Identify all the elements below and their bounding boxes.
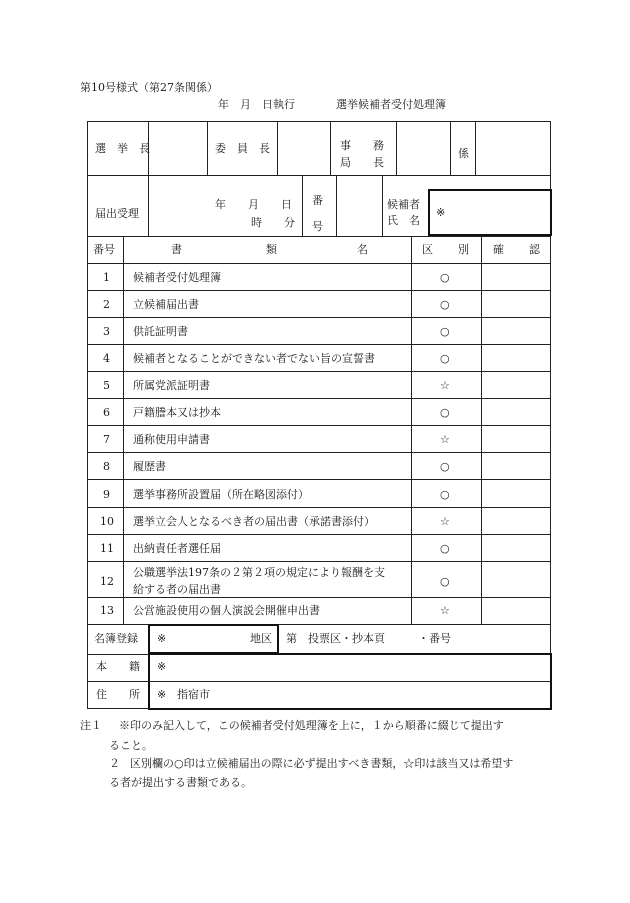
row-category-mark: ○ bbox=[440, 406, 450, 419]
row-divider bbox=[87, 507, 550, 508]
form-id: 第10号様式（第27条関係） bbox=[80, 81, 218, 94]
row-no: 2 bbox=[103, 298, 110, 311]
row-doc-name: 通称使用申請書 bbox=[133, 433, 210, 446]
execution-date: 年 月 日執行 bbox=[218, 98, 295, 111]
divider bbox=[450, 121, 451, 175]
row-doc-name: 選挙事務所設置届（所在略図添付） bbox=[133, 488, 309, 501]
row-no: 3 bbox=[103, 325, 110, 338]
address-mark: ※ bbox=[157, 688, 167, 701]
row-divider bbox=[87, 452, 550, 453]
row-category-mark: ○ bbox=[440, 271, 450, 284]
secretary-label-line2: 局 長 bbox=[340, 156, 384, 169]
row-no: 9 bbox=[103, 488, 110, 501]
note-2-label: ２ bbox=[109, 757, 120, 770]
address-label: 住 所 bbox=[96, 688, 140, 701]
number-label-line2: 号 bbox=[312, 220, 323, 233]
candidate-mark: ※ bbox=[436, 206, 446, 219]
member-label: 委 員 長 bbox=[215, 141, 270, 155]
row-no: 8 bbox=[103, 460, 110, 473]
row-divider bbox=[87, 263, 550, 264]
row-doc-name: 立候補届出書 bbox=[133, 298, 199, 311]
header-category-2: 別 bbox=[458, 243, 469, 256]
row-confirm-cell[interactable] bbox=[482, 318, 549, 344]
row-divider bbox=[87, 479, 550, 480]
row-divider bbox=[87, 561, 550, 562]
registry-precinct: 第 投票区・抄本頁 ・番号 bbox=[286, 632, 451, 645]
row-confirm-cell[interactable] bbox=[482, 453, 549, 479]
row-divider bbox=[87, 425, 550, 426]
row-no: 12 bbox=[100, 575, 114, 588]
row-no: 7 bbox=[103, 433, 110, 446]
row-no: 5 bbox=[103, 379, 110, 392]
row-no: 4 bbox=[103, 352, 110, 365]
row-doc-name: 公営施設使用の個人演説会開催申出書 bbox=[133, 604, 320, 617]
no-column-line bbox=[123, 236, 124, 624]
row-no: 1 bbox=[103, 271, 110, 284]
candidate-name-box[interactable] bbox=[428, 189, 552, 236]
row-category-mark: ○ bbox=[440, 298, 450, 311]
row-category-mark: ○ bbox=[440, 542, 450, 555]
divider bbox=[302, 175, 303, 236]
secretary-label-line1: 事 務 bbox=[340, 139, 384, 152]
row-category-mark: ○ bbox=[440, 488, 450, 501]
candidate-label-line1: 候補者 bbox=[387, 198, 420, 211]
row-confirm-cell[interactable] bbox=[482, 264, 549, 290]
header-confirm-2: 認 bbox=[529, 243, 540, 256]
clerk-label: 係 bbox=[458, 147, 469, 160]
note-2-line-1: 区別欄の○印は立候補届出の際に必ず提出すべき書類，☆印は該当又は希望す bbox=[130, 757, 514, 770]
row-no: 13 bbox=[100, 604, 114, 617]
domicile-mark[interactable]: ※ bbox=[157, 660, 167, 673]
row-no: 10 bbox=[100, 515, 114, 528]
row-no: 6 bbox=[103, 406, 110, 419]
clerk-seal-box[interactable] bbox=[476, 122, 549, 174]
header-doc-2: 類 bbox=[266, 243, 277, 256]
row-doc-name: 供託証明書 bbox=[133, 325, 188, 338]
row-doc-name: 出納責任者選任届 bbox=[133, 542, 221, 555]
header-no: 番号 bbox=[93, 243, 115, 256]
row-doc-name: 候補者受付処理簿 bbox=[133, 271, 221, 284]
row-doc-name: 履歴書 bbox=[133, 460, 166, 473]
header-category-1: 区 bbox=[422, 243, 433, 256]
row-category-mark: ○ bbox=[440, 352, 450, 365]
row-divider bbox=[87, 317, 550, 318]
reception-date[interactable]: 年 月 日 bbox=[215, 198, 292, 211]
table-left-border bbox=[87, 121, 88, 709]
row-category-mark: ○ bbox=[440, 460, 450, 473]
table-right-border-top bbox=[550, 121, 551, 190]
registry-district: 地区 bbox=[250, 632, 272, 645]
row-divider bbox=[87, 371, 550, 372]
domicile-label: 本 籍 bbox=[96, 660, 140, 673]
header-doc-3: 名 bbox=[357, 243, 368, 256]
candidate-label-line2: 氏 名 bbox=[387, 214, 420, 227]
row-divider bbox=[87, 597, 550, 598]
registry-label: 名簿登録 bbox=[94, 632, 138, 645]
row-no: 11 bbox=[100, 542, 114, 555]
number-field[interactable] bbox=[337, 176, 381, 235]
divider bbox=[330, 121, 331, 175]
row-divider bbox=[87, 290, 550, 291]
registry-mark: ※ bbox=[157, 632, 167, 645]
row-divider bbox=[87, 654, 149, 655]
row-divider bbox=[87, 398, 550, 399]
member-seal-box[interactable] bbox=[278, 122, 329, 174]
note-1-label: 注１ bbox=[80, 719, 102, 732]
reception-label: 届出受理 bbox=[95, 207, 139, 220]
reception-time[interactable]: 時 分 bbox=[251, 216, 295, 229]
header-confirm-1: 確 bbox=[493, 243, 504, 256]
row-confirm-cell[interactable] bbox=[482, 535, 549, 561]
row-confirm-cell[interactable] bbox=[482, 426, 549, 452]
table-right-border-middle bbox=[550, 236, 551, 624]
form-title: 選挙候補者受付処理簿 bbox=[336, 98, 446, 111]
row-doc-name-line2: 給する者の届出書 bbox=[133, 583, 221, 596]
row-divider bbox=[87, 344, 550, 345]
row-doc-name: 選挙立会人となるべき者の届出書（承諾書添付） bbox=[133, 515, 375, 528]
row-category-mark: ☆ bbox=[440, 433, 450, 446]
row-confirm-cell[interactable] bbox=[482, 345, 549, 371]
table-bottom-border bbox=[87, 708, 149, 709]
row-category-mark: ○ bbox=[440, 575, 450, 588]
row-category-mark: ○ bbox=[440, 325, 450, 338]
row-doc-name: 所属党派証明書 bbox=[133, 379, 210, 392]
row-confirm-cell[interactable] bbox=[482, 598, 549, 623]
divider bbox=[382, 175, 383, 236]
secretary-seal-box[interactable] bbox=[397, 122, 449, 174]
row-confirm-cell[interactable] bbox=[482, 508, 549, 534]
row-doc-name: 戸籍謄本又は抄本 bbox=[133, 406, 221, 419]
number-label-line1: 番 bbox=[312, 194, 323, 207]
row-divider bbox=[87, 534, 550, 535]
row-confirm-cell[interactable] bbox=[482, 562, 549, 597]
table-right-border-bottom bbox=[550, 624, 551, 654]
row-confirm-cell[interactable] bbox=[482, 399, 549, 425]
note-1-line-2: ること。 bbox=[109, 739, 153, 752]
chairman-label: 選 挙 長 bbox=[95, 141, 150, 155]
row-confirm-cell[interactable] bbox=[482, 372, 549, 398]
row-confirm-cell[interactable] bbox=[482, 291, 549, 317]
divider bbox=[207, 121, 208, 175]
row-doc-name: 候補者となることができない者でない旨の宣誓書 bbox=[133, 352, 375, 365]
row-divider bbox=[87, 175, 550, 176]
divider bbox=[148, 175, 149, 236]
header-doc-1: 書 bbox=[171, 243, 182, 256]
note-1-line-1: ※印のみ記入して，この候補者受付処理簿を上に，１から順番に綴じて提出す bbox=[119, 719, 504, 732]
chairman-seal-box[interactable] bbox=[149, 122, 206, 174]
row-doc-name: 公職選挙法197条の２第２項の規定により報酬を支 bbox=[133, 566, 385, 579]
row-category-mark: ☆ bbox=[440, 604, 450, 617]
row-category-mark: ☆ bbox=[440, 515, 450, 528]
address-value[interactable]: 指宿市 bbox=[177, 688, 210, 701]
note-2-line-2: る者が提出する書類である。 bbox=[109, 776, 252, 789]
docname-column-line bbox=[411, 236, 412, 624]
row-category-mark: ☆ bbox=[440, 379, 450, 392]
row-divider bbox=[87, 681, 550, 682]
row-confirm-cell[interactable] bbox=[482, 480, 549, 507]
